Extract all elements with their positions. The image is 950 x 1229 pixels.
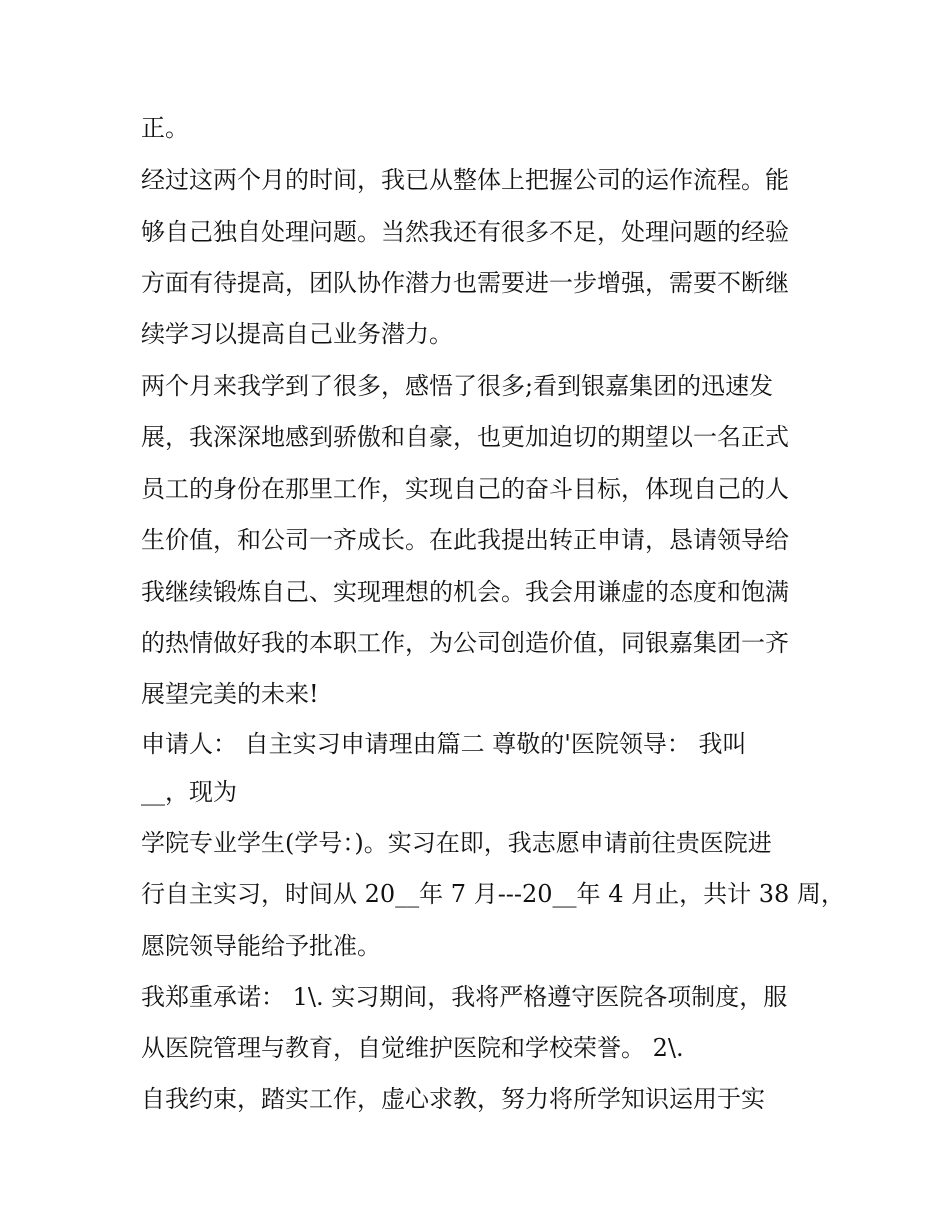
text-line: 两个月来我学到了很多，感悟了很多;看到银嘉集团的迅速发 [141,372,774,400]
text-line: 愿院领导能给予批准。 [141,932,381,960]
text-line: 自我约束，踏实工作，虚心求教，努力将所学知识运用于实 [141,1085,765,1113]
text-line: 学院专业学生(学号：)。实习在即，我志愿申请前往贵医院进 [141,829,772,857]
text-line: 从医院管理与教育，自觉维护医院和学校荣誉。 2\. [141,1034,684,1062]
text-line: 经过这两个月的时间，我已从整体上把握公司的运作流程。能 [141,166,789,194]
text-line: 我继续锻炼自己、实现理想的机会。我会用谦虚的态度和饱满 [141,578,789,606]
text-line: 够自己独自处理问题。当然我还有很多不足，处理问题的经验 [141,218,789,246]
text-line: __，现为 [141,778,237,806]
text-line: 续学习以提高自己业务潜力。 [141,320,453,348]
text-line: 展望完美的未来! [141,680,319,708]
text-line: 员工的身份在那里工作，实现自己的奋斗目标，体现自己的人 [141,475,789,503]
text-line: 正。 [141,114,189,142]
text-line: 方面有待提高，团队协作潜力也需要进一步增强，需要不断继 [141,269,789,297]
text-line: 申请人： 自主实习申请理由篇二 尊敬的'医院领导： 我叫 [141,730,747,758]
text-line: 我郑重承诺： 1\. 实习期间，我将严格遵守医院各项制度，服 [141,983,788,1011]
text-line: 展，我深深地感到骄傲和自豪，也更加迫切的期望以一名正式 [141,423,789,451]
text-line: 生价值，和公司一齐成长。在此我提出转正申请，恳请领导给 [141,526,789,554]
text-line: 行自主实习，时间从 20__年 7 月---20__年 4 月止，共计 38 周， [141,880,845,908]
text-line: 的热情做好我的本职工作，为公司创造价值，同银嘉集团一齐 [141,629,789,657]
